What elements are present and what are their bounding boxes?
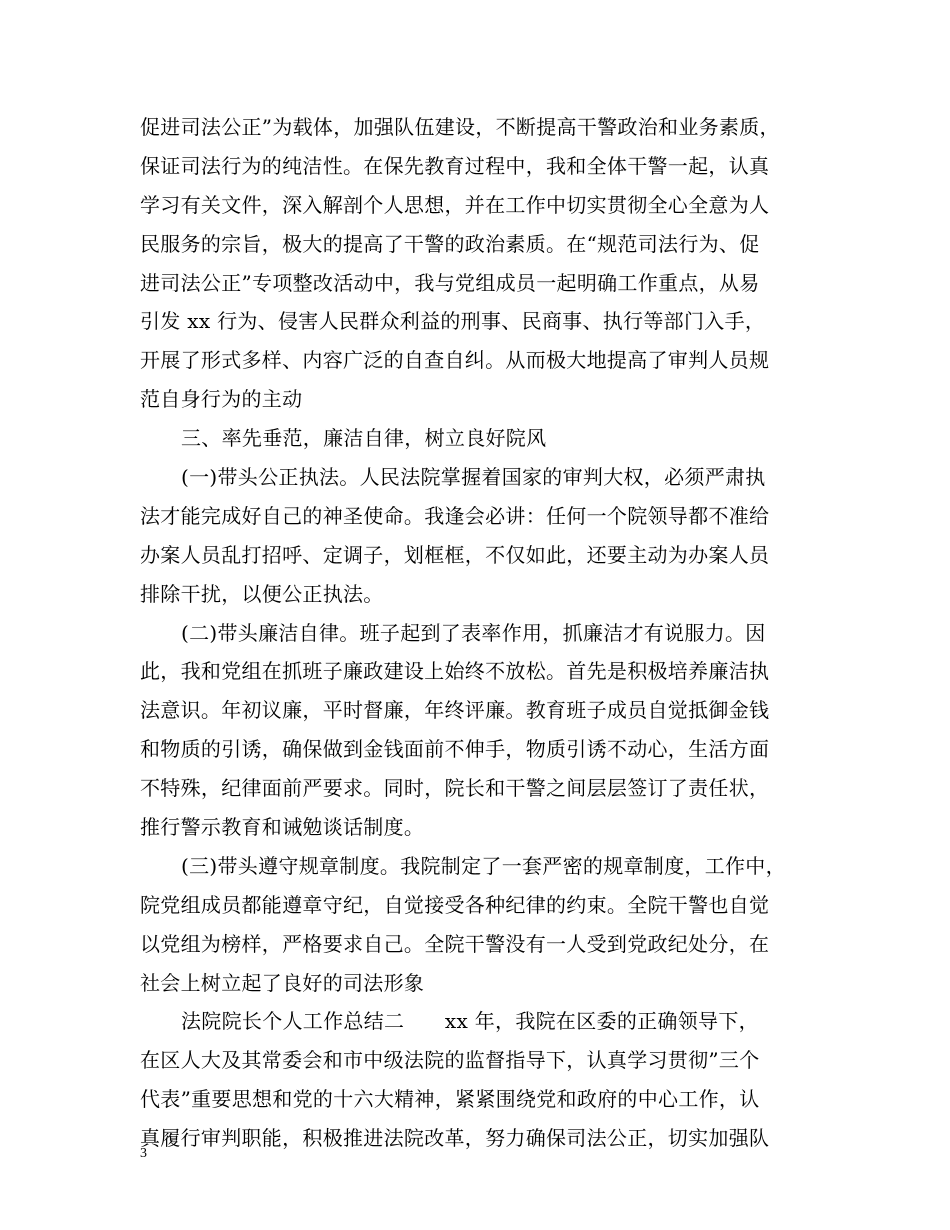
text-line: 开展了形式多样、内容广泛的自查自纠。从而极大地提高了审判人员规 bbox=[140, 348, 770, 373]
text-line: 办案人员乱打招呼、定调子，划框框，不仅如此，还要主动为办案人员 bbox=[140, 542, 770, 567]
text-line: 此，我和党组在抓班子廉政建设上始终不放松。首先是积极培养廉洁执 bbox=[140, 659, 770, 684]
text-line: 学习有关文件，深入解剖个人思想，并在工作中切实贯彻全心全意为人 bbox=[140, 192, 770, 217]
text-line: (二)带头廉洁自律。班子起到了表率作用，抓廉洁才有说服力。因 bbox=[181, 620, 766, 645]
text-line: 排除干扰，以便公正执法。 bbox=[140, 581, 384, 606]
text-line: 法意识。年初议廉，平时督廉，年终评廉。教育班子成员自觉抵御金钱 bbox=[140, 698, 770, 723]
page-number: 3 bbox=[140, 1146, 147, 1161]
text-line: 引发 xx 行为、侵害人民群众利益的刑事、民商事、执行等部门入手， bbox=[140, 309, 766, 334]
text-line: 法院院长个人工作总结二 xx 年，我院在区委的正确领导下， bbox=[181, 1009, 759, 1034]
text-line: 真履行审判职能，积极推进法院改革，努力确保司法公正，切实加强队 bbox=[140, 1126, 770, 1151]
text-line: 进司法公正”专项整改活动中，我与党组成员一起明确工作重点，从易 bbox=[140, 270, 760, 295]
text-line: 保证司法行为的纯洁性。在保先教育过程中，我和全体干警一起，认真 bbox=[140, 153, 770, 178]
text-line: 以党组为榜样，严格要求自己。全院干警没有一人受到党政纪处分，在 bbox=[140, 931, 770, 956]
text-line: (三)带头遵守规章制度。我院制定了一套严密的规章制度，工作中， bbox=[181, 853, 786, 878]
text-line: 推行警示教育和诫勉谈话制度。 bbox=[140, 815, 425, 840]
text-line: 在区人大及其常委会和市中级法院的监督指导下，认真学习贯彻”三个 bbox=[140, 1048, 760, 1073]
text-line: 院党组成员都能遵章守纪，自觉接受各种纪律的约束。全院干警也自觉 bbox=[140, 892, 770, 917]
text-line: 民服务的宗旨，极大的提高了干警的政治素质。在“规范司法行为、促 bbox=[140, 231, 760, 256]
body-text bbox=[140, 108, 830, 1158]
text-line: 不特殊，纪律面前严要求。同时，院长和干警之间层层签订了责任状， bbox=[140, 776, 770, 801]
text-line: 促进司法公正”为载体，加强队伍建设，不断提高干警政治和业务素质， bbox=[140, 115, 780, 139]
text-line: 范自身行为的主动 bbox=[140, 387, 303, 412]
text-line: 三、率先垂范，廉洁自律，树立良好院风 bbox=[181, 426, 547, 451]
text-line: 法才能完成好自己的神圣使命。我逢会必讲：任何一个院领导都不准给 bbox=[140, 503, 770, 528]
text-line: 代表”重要思想和党的十六大精神，紧紧围绕党和政府的中心工作，认 bbox=[140, 1087, 760, 1112]
text-line: 和物质的引诱，确保做到金钱面前不伸手，物质引诱不动心，生活方面 bbox=[140, 737, 770, 762]
text-line: (一)带头公正执法。人民法院掌握着国家的审判大权，必须严肃执 bbox=[181, 465, 766, 490]
text-line: 社会上树立起了良好的司法形象 bbox=[140, 970, 425, 995]
